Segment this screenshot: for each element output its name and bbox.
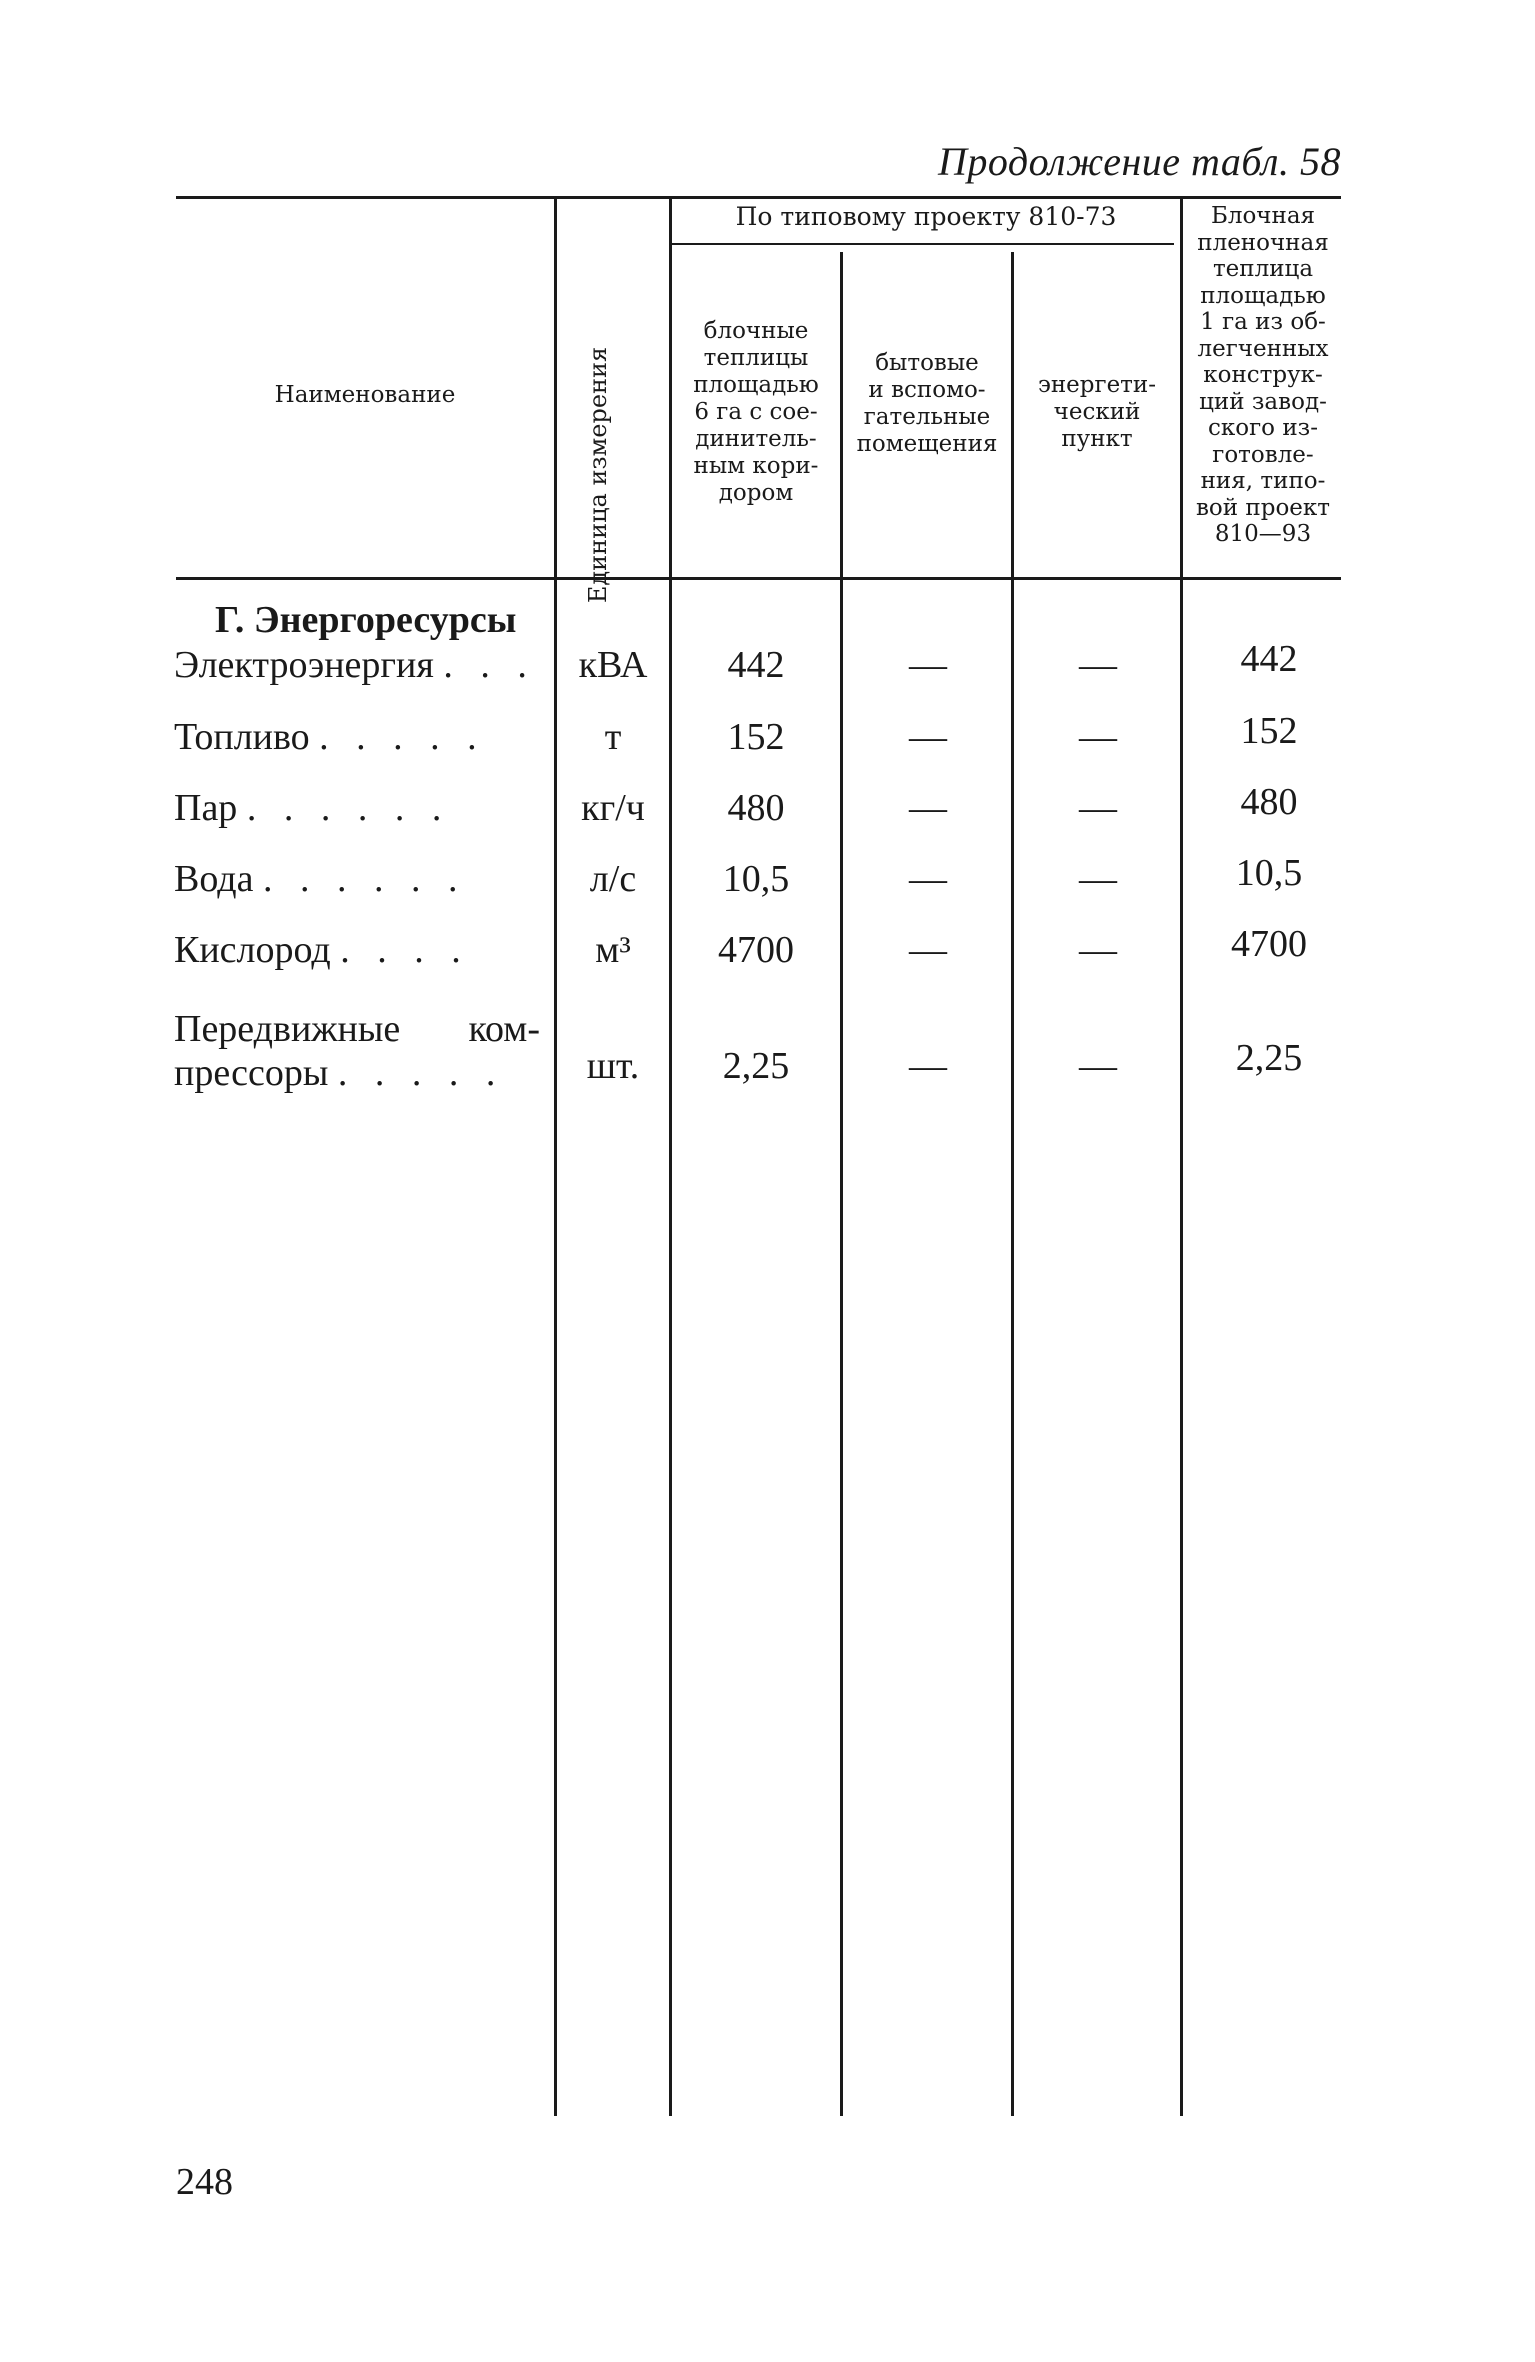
row-dots: . . . . bbox=[340, 929, 470, 971]
row-name: Вода . . . . . . bbox=[174, 858, 467, 900]
row-value-col1: 4700 bbox=[718, 929, 794, 971]
row-value-col2: — bbox=[909, 929, 947, 971]
row-value-col3: — bbox=[1079, 716, 1117, 758]
row-dots: . . . . . bbox=[337, 1052, 505, 1094]
table-row bbox=[0, 852, 1535, 916]
header-col2-line: помещения bbox=[856, 431, 998, 457]
row-dots: . . . . . . bbox=[246, 787, 451, 829]
header-col4-line: готовле- bbox=[1212, 441, 1314, 468]
header-col3-line: энергети- bbox=[1037, 372, 1157, 398]
header-col3-line: пункт bbox=[1061, 426, 1133, 452]
header-col1-line: дором bbox=[718, 480, 794, 506]
header-col4-line: теплица bbox=[1212, 256, 1314, 282]
page-number: 248 bbox=[176, 2161, 233, 2203]
header-col4-line: вой проект bbox=[1195, 494, 1331, 521]
row-value-col4: 152 bbox=[1240, 710, 1298, 752]
header-col4-line: 1 га из об- bbox=[1200, 309, 1326, 335]
row-dots: . . . . . . bbox=[262, 858, 467, 900]
section-title: Г. Энергоресурсы bbox=[215, 599, 517, 641]
header-col1-line: блочные bbox=[703, 318, 809, 344]
row-name: Пар . . . . . . bbox=[174, 787, 451, 829]
row-value-col1: 10,5 bbox=[722, 858, 790, 900]
row-unit: л/с bbox=[589, 858, 637, 900]
header-col1-line: 6 га с сое- bbox=[694, 399, 818, 425]
header-unit-text: Единица измерения bbox=[584, 346, 612, 604]
header-col4-line: ния, типо- bbox=[1200, 468, 1326, 494]
row-dots: . . . . . bbox=[319, 716, 486, 758]
header-bottom-rule bbox=[176, 577, 1341, 580]
row-dots: . . . bbox=[443, 644, 536, 686]
row-value-col1: 2,25 bbox=[722, 1045, 790, 1087]
row-unit: м³ bbox=[595, 929, 631, 971]
row-value-col2: — bbox=[909, 644, 947, 686]
header-col1 bbox=[672, 318, 840, 507]
header-col2-line: и вспомо- bbox=[868, 377, 986, 403]
header-col4-line: 810—93 bbox=[1214, 521, 1312, 547]
row-value-col4: 4700 bbox=[1231, 923, 1307, 965]
header-col4-line: ций завод- bbox=[1199, 388, 1327, 415]
row-value-col3: — bbox=[1079, 787, 1117, 829]
table-row bbox=[0, 781, 1535, 845]
row-value-col3: — bbox=[1079, 858, 1117, 900]
row-value-col4: 480 bbox=[1240, 781, 1298, 823]
table-row bbox=[0, 1007, 1535, 1107]
table-row bbox=[0, 638, 1535, 702]
header-col1-line: динитель- bbox=[695, 426, 817, 452]
row-name-line1: Передвижные ком- bbox=[174, 1008, 540, 1050]
row-value-col2: — bbox=[909, 858, 947, 900]
header-top-rule bbox=[176, 196, 1341, 199]
header-col3-line: ческий bbox=[1053, 399, 1141, 425]
row-value-col4: 10,5 bbox=[1235, 852, 1303, 894]
row-value-col1: 480 bbox=[727, 787, 785, 829]
header-col1-line: ным кори- bbox=[693, 453, 819, 479]
header-col2-line: гательные bbox=[863, 404, 991, 430]
row-value-col4: 2,25 bbox=[1235, 1037, 1303, 1079]
row-value-col3: — bbox=[1079, 644, 1117, 686]
row-value-col1: 152 bbox=[727, 716, 785, 758]
row-name: Кислород . . . . bbox=[174, 929, 470, 971]
row-name: Топливо . . . . . bbox=[174, 716, 486, 758]
header-col4-line: ского из- bbox=[1208, 415, 1318, 441]
table-caption: Продолжение табл. 58 bbox=[937, 139, 1341, 184]
row-unit: шт. bbox=[586, 1045, 640, 1087]
header-col1-line: теплицы bbox=[703, 345, 809, 371]
row-value-col2: — bbox=[909, 1045, 947, 1087]
header-name: Наименование bbox=[274, 382, 456, 408]
row-value-col1: 442 bbox=[727, 644, 785, 686]
row-unit: кг/ч bbox=[581, 787, 645, 829]
header-col4-line: площадью bbox=[1200, 282, 1326, 309]
row-value-col3: — bbox=[1079, 1045, 1117, 1087]
row-name-line2: прессоры bbox=[174, 1052, 329, 1094]
group-underline bbox=[672, 243, 1174, 245]
header-col2 bbox=[843, 350, 1011, 458]
row-name bbox=[174, 1007, 544, 1095]
header-col4-line: Блочная bbox=[1210, 203, 1316, 229]
header-col4 bbox=[1183, 203, 1343, 548]
header-col4-line: конструк- bbox=[1203, 362, 1323, 388]
header-col4-line: легченных bbox=[1197, 335, 1329, 362]
row-name: Электроэнергия . . . bbox=[174, 644, 536, 686]
column-divider-col1-col2 bbox=[840, 252, 843, 2116]
header-col1-line: площадью bbox=[693, 372, 819, 398]
row-value-col2: — bbox=[909, 787, 947, 829]
row-value-col4: 442 bbox=[1240, 638, 1298, 680]
table-row bbox=[0, 923, 1535, 987]
row-value-col3: — bbox=[1079, 929, 1117, 971]
header-col2-line: бытовые bbox=[875, 350, 979, 376]
row-value-col2: — bbox=[909, 716, 947, 758]
header-col3 bbox=[1014, 372, 1180, 453]
row-unit: кВА bbox=[578, 644, 648, 686]
column-divider-name-unit bbox=[554, 196, 557, 2116]
header-col4-line: пленочная bbox=[1197, 229, 1329, 256]
table-row bbox=[0, 710, 1535, 774]
header-group: По типовому проекту 810-73 bbox=[735, 202, 1117, 231]
row-unit: т bbox=[604, 716, 622, 758]
